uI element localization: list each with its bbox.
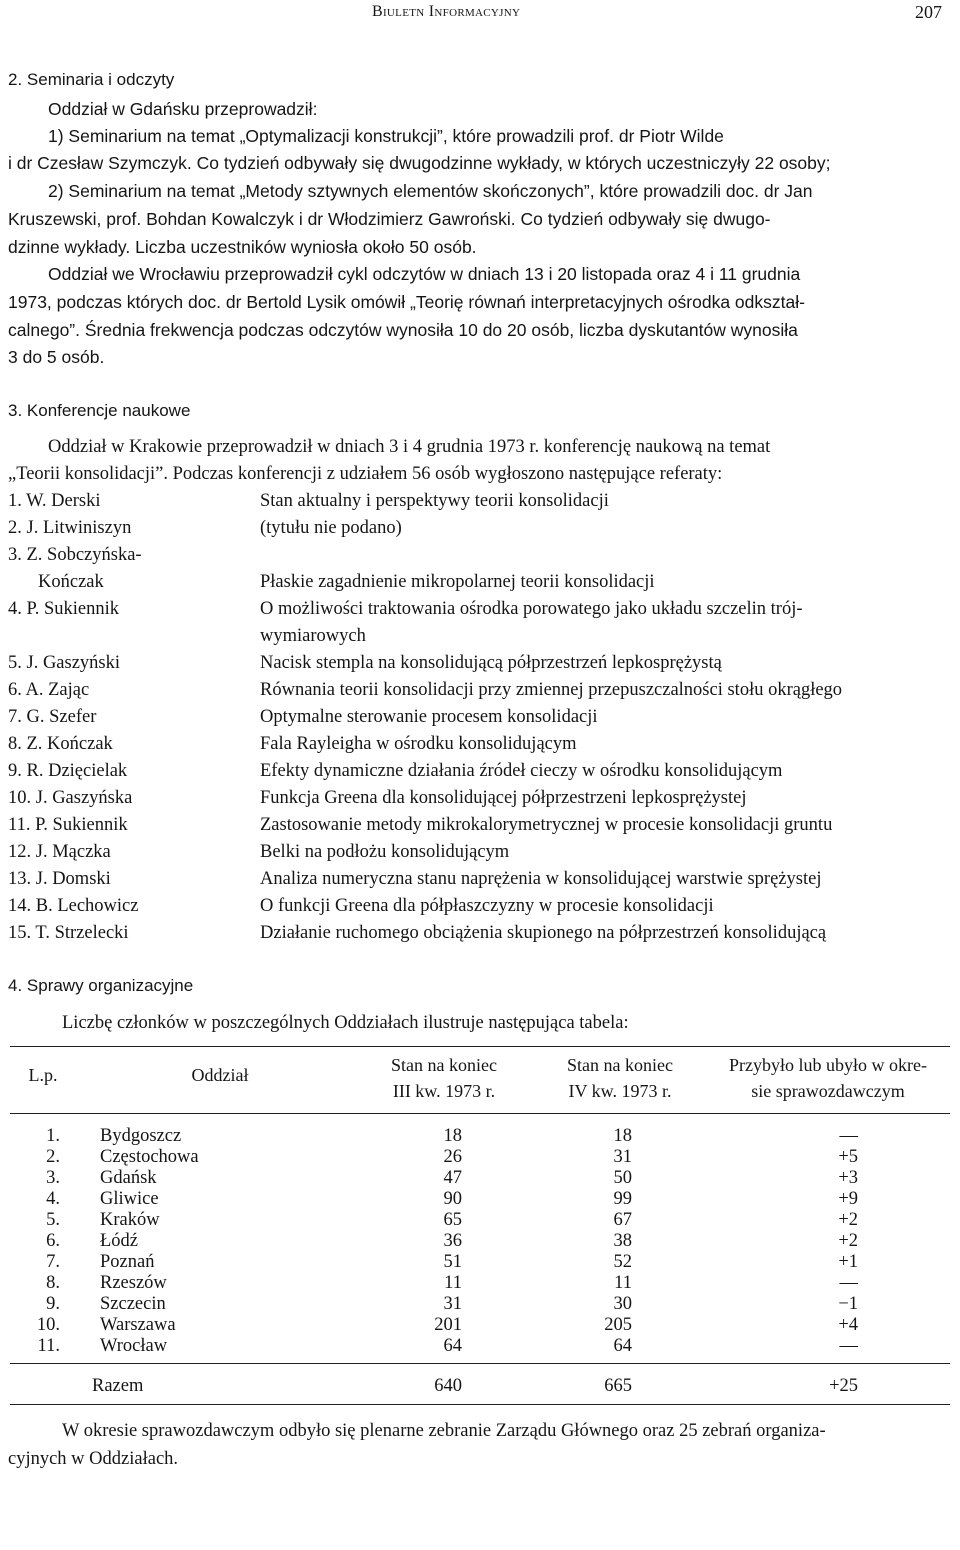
header-stan-iii-line2: III kw. 1973 r.	[392, 1081, 496, 1101]
cell-stan-iv: 52	[613, 1252, 632, 1272]
cell-zmiana: —	[839, 1273, 858, 1293]
cell-stan-iv: 11	[614, 1273, 632, 1293]
ref-author: 6. A. Zając	[8, 680, 90, 700]
cell-stan-iii: 31	[443, 1294, 462, 1314]
header-stan-iv: Stan na koniec	[567, 1055, 673, 1075]
cell-oddzial: Kraków	[100, 1210, 160, 1230]
cell-total-zmiana: +25	[829, 1376, 858, 1396]
ref-title: Fala Rayleigha w ośrodku konsolidującym	[260, 734, 577, 754]
ref-author: 14. B. Lechowicz	[8, 896, 139, 916]
cell-stan-iv: 67	[613, 1210, 632, 1230]
table-intro: Liczbę członków w poszczególnych Oddziałach ilustruje następująca tabela:	[62, 1013, 629, 1033]
section-heading-seminaria: 2. Seminaria i odczyty	[8, 70, 175, 89]
ref-title: Stan aktualny i perspektywy teorii konsolidacji	[260, 491, 609, 511]
ref-author: 8. Z. Kończak	[8, 734, 113, 754]
cell-stan-iii: 47	[443, 1168, 462, 1188]
ref-author: 3. Z. Sobczyńska-	[8, 545, 142, 565]
paragraph-line: Oddział w Krakowie przeprowadził w dniach 3 i 4 grudnia 1973 r. konferencję naukową na temat	[48, 437, 771, 457]
table-top-rule	[10, 1046, 950, 1047]
ref-author: 12. J. Mączka	[8, 842, 111, 862]
table-total-rule	[10, 1363, 950, 1364]
paragraph-line: Oddział we Wrocławiu przeprowadził cykl odczytów w dniach 13 i 20 listopada oraz 4 i 11 grudnia	[48, 264, 801, 284]
cell-zmiana: +9	[838, 1189, 858, 1209]
closing-paragraph-line: cyjnych w Oddziałach.	[8, 1449, 179, 1469]
paragraph-line: calnego”. Średnia frekwencja podczas odczytów wynosiła 10 do 20 osób, liczba dyskutantów wynosiła	[8, 320, 798, 340]
header-oddzial: Oddział	[191, 1065, 249, 1085]
cell-stan-iv: 50	[613, 1168, 632, 1188]
cell-lp: 4.	[46, 1189, 60, 1209]
ref-title-continued: wymiarowych	[260, 626, 366, 646]
cell-zmiana: —	[839, 1126, 858, 1146]
ref-author: 5. J. Gaszyński	[8, 653, 121, 673]
cell-oddzial: Szczecin	[100, 1294, 166, 1314]
cell-oddzial: Poznań	[100, 1252, 155, 1272]
cell-zmiana: −1	[838, 1294, 858, 1314]
cell-oddzial: Gliwice	[100, 1189, 159, 1209]
paragraph-line: Oddział w Gdańsku przeprowadził:	[48, 99, 318, 119]
cell-zmiana: +3	[838, 1168, 858, 1188]
cell-oddzial: Częstochowa	[100, 1147, 199, 1167]
ref-title: (tytułu nie podano)	[260, 518, 402, 538]
cell-stan-iv: 99	[613, 1189, 632, 1209]
cell-stan-iv: 64	[613, 1336, 632, 1356]
cell-stan-iv: 205	[604, 1315, 632, 1335]
cell-zmiana: —	[839, 1336, 858, 1356]
cell-stan-iii: 64	[443, 1336, 462, 1356]
header-zmiana: Przybyło lub ubyło w okre-	[729, 1055, 927, 1075]
ref-title: O funkcji Greena dla półpłaszczyzny w procesie konsolidacji	[260, 896, 714, 916]
paragraph-line: „Teorii konsolidacji”. Podczas konferencji z udziałem 56 osób wygłoszono następujące referaty:	[8, 464, 723, 484]
cell-stan-iii: 18	[443, 1126, 462, 1146]
ref-title: Optymalne sterowanie procesem konsolidacji	[260, 707, 598, 727]
cell-lp: 1.	[46, 1126, 60, 1146]
cell-oddzial: Warszawa	[100, 1315, 176, 1335]
cell-zmiana: +5	[838, 1147, 858, 1167]
cell-stan-iii: 26	[443, 1147, 462, 1167]
paragraph-line: i dr Czesław Szymczyk. Co tydzień odbywały się dwugodzinne wykłady, w których uczestniczyły 22 osoby;	[8, 153, 831, 173]
cell-stan-iii: 51	[443, 1252, 462, 1272]
cell-lp: 2.	[46, 1147, 60, 1167]
ref-title: Działanie ruchomego obciążenia skupionego na półprzestrzeń konsolidującą	[260, 923, 827, 943]
ref-author: 13. J. Domski	[8, 869, 111, 889]
ref-author: 11. P. Sukiennik	[8, 815, 128, 835]
ref-title: Płaskie zagadnienie mikropolarnej teorii konsolidacji	[260, 572, 655, 592]
cell-total-stan-iii: 640	[434, 1376, 462, 1396]
cell-lp: 6.	[46, 1231, 60, 1251]
cell-lp: 7.	[46, 1252, 60, 1272]
ref-title: Zastosowanie metody mikrokalorymetrycznej w procesie konsolidacji gruntu	[260, 815, 833, 835]
cell-zmiana: +2	[838, 1231, 858, 1251]
ref-title: Analiza numeryczna stanu naprężenia w konsolidującej warstwie sprężystej	[260, 869, 822, 889]
ref-author-continued: Kończak	[38, 572, 104, 592]
cell-stan-iv: 30	[613, 1294, 632, 1314]
cell-stan-iv: 31	[613, 1147, 632, 1167]
cell-total-stan-iv: 665	[604, 1376, 632, 1396]
ref-author: 1. W. Derski	[8, 491, 101, 511]
cell-oddzial: Łódź	[100, 1231, 139, 1251]
paragraph-line: 3 do 5 osób.	[8, 347, 105, 367]
cell-lp: 3.	[46, 1168, 60, 1188]
cell-oddzial: Wrocław	[100, 1336, 168, 1356]
table-bottom-rule	[10, 1404, 950, 1405]
ref-title: Równania teorii konsolidacji przy zmiennej przepuszczalności stołu okrągłego	[260, 680, 843, 700]
ref-author: 10. J. Gaszyńska	[8, 788, 133, 808]
ref-author: 4. P. Sukiennik	[8, 599, 120, 619]
cell-stan-iii: 201	[434, 1315, 462, 1335]
cell-oddzial: Bydgoszcz	[100, 1126, 182, 1146]
cell-lp: 10.	[36, 1315, 60, 1335]
cell-zmiana: +2	[838, 1210, 858, 1230]
ref-author: 7. G. Szefer	[8, 707, 97, 727]
paragraph-line: 2) Seminarium na temat „Metody sztywnych elementów skończonych”, które prowadzili doc. dr Jan	[48, 181, 813, 201]
running-header-title: Biuletn Informacyjny	[372, 3, 521, 20]
header-stan-iv-line2: IV kw. 1973 r.	[568, 1081, 672, 1101]
cell-stan-iii: 36	[443, 1231, 462, 1251]
section-heading-konferencje: 3. Konferencje naukowe	[8, 401, 191, 420]
page-number: 207	[915, 2, 942, 22]
closing-paragraph-line: W okresie sprawozdawczym odbyło się plenarne zebranie Zarządu Głównego oraz 25 zebrań organiza-	[62, 1421, 826, 1441]
ref-title: Efekty dynamiczne działania źródeł cieczy w ośrodku konsolidującym	[260, 761, 783, 781]
cell-zmiana: +4	[838, 1315, 858, 1335]
paragraph-line: 1973, podczas których doc. dr Bertold Lysik omówił „Teorię równań interpretacyjnych ośrodka odkształ-	[8, 292, 805, 312]
ref-title: O możliwości traktowania ośrodka porowatego jako układu szczelin trój-	[260, 599, 803, 619]
paragraph-line: Kruszewski, prof. Bohdan Kowalczyk i dr Włodzimierz Gawroński. Co tydzień odbywały się dwugo-	[8, 209, 771, 229]
cell-lp: 11.	[37, 1336, 60, 1356]
cell-stan-iv: 18	[613, 1126, 632, 1146]
ref-title: Nacisk stempla na konsolidującą półprzestrzeń lepkosprężystą	[260, 653, 722, 673]
ref-author: 9. R. Dzięcielak	[8, 761, 128, 781]
cell-lp: 8.	[46, 1273, 60, 1293]
cell-stan-iii: 11	[444, 1273, 462, 1293]
ref-title: Funkcja Greena dla konsolidującej półprzestrzeni lepkosprężystej	[260, 788, 747, 808]
ref-title: Belki na podłożu konsolidującym	[260, 842, 510, 862]
ref-author: 15. T. Strzelecki	[8, 923, 129, 943]
cell-zmiana: +1	[838, 1252, 858, 1272]
header-zmiana-line2: sie sprawozdawczym	[751, 1081, 905, 1101]
cell-oddzial: Rzeszów	[100, 1273, 167, 1293]
paragraph-line: 1) Seminarium na temat „Optymalizacji konstrukcji”, które prowadzili prof. dr Piotr Wilde	[48, 126, 724, 146]
cell-stan-iii: 90	[443, 1189, 462, 1209]
cell-total-label: Razem	[92, 1376, 144, 1396]
cell-lp: 5.	[46, 1210, 60, 1230]
cell-oddzial: Gdańsk	[100, 1168, 157, 1188]
cell-lp: 9.	[46, 1294, 60, 1314]
cell-stan-iii: 65	[443, 1210, 462, 1230]
paragraph-line: dzinne wykłady. Liczba uczestników wyniosła około 50 osób.	[8, 237, 477, 257]
section-heading-sprawy: 4. Sprawy organizacyjne	[8, 976, 194, 995]
header-stan-iii: Stan na koniec	[391, 1055, 497, 1075]
table-header-rule	[10, 1113, 950, 1114]
ref-author: 2. J. Litwiniszyn	[8, 518, 132, 538]
header-lp: L.p.	[28, 1065, 58, 1085]
cell-stan-iv: 38	[613, 1231, 632, 1251]
